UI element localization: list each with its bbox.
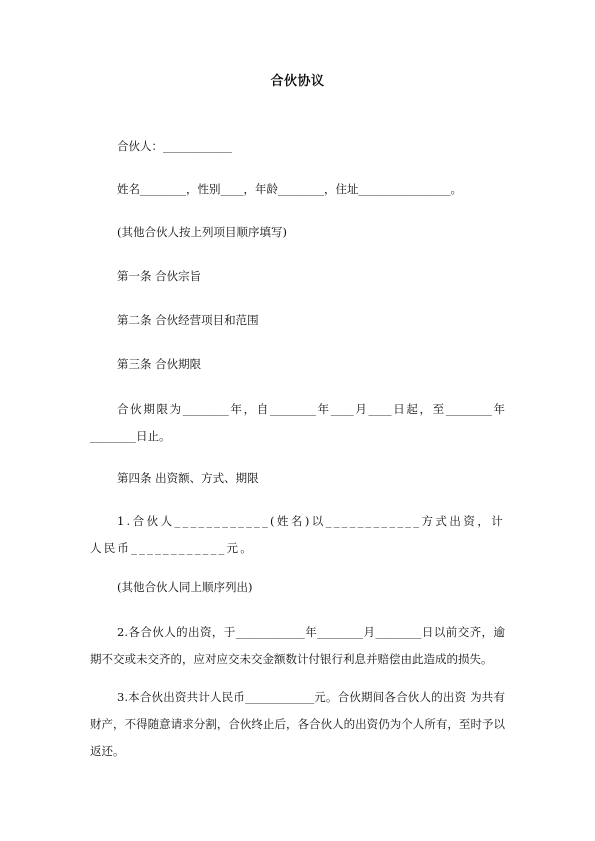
term-paragraph: 合伙期限为________年，自________年____月____日起，至________年________日止。	[90, 402, 505, 443]
other-partners-note: (其他合伙人按上列项目顺序填写)	[117, 225, 287, 239]
partner-line: 合伙人：____________	[117, 139, 232, 153]
article-3-heading: 第三条 合伙期限	[117, 357, 202, 371]
clause-3-paragraph: 3.本合伙出资共计人民币____________元。合伙期间各合伙人的出资 为共有财产，不得随意请求分割，合伙终止后，各合伙人的出资仍为个人所有，至时予以返还。	[90, 690, 505, 758]
clause-1-paragraph: 1.合伙人____________(姓名)以____________方式出资，计人民币____________元。	[90, 514, 505, 555]
article-2-heading: 第二条 合伙经营项目和范围	[117, 313, 259, 327]
article-4-heading: 第四条 出资额、方式、期限	[117, 471, 259, 485]
clause-2-paragraph: 2.各合伙人的出资，于____________年________月________日以前交齐，逾期不交或未交齐的，应对应交未交金额数计付银行利息并赔偿由此造成的损失。	[90, 625, 505, 666]
partner-info-line: 姓名________，性别____，年龄________，住址________________。	[117, 182, 462, 196]
article-1-heading: 第一条 合伙宗旨	[117, 269, 202, 283]
document-title: 合伙协议	[270, 74, 325, 89]
clause-1-note: (其他合伙人同上顺序列出)	[117, 580, 253, 594]
